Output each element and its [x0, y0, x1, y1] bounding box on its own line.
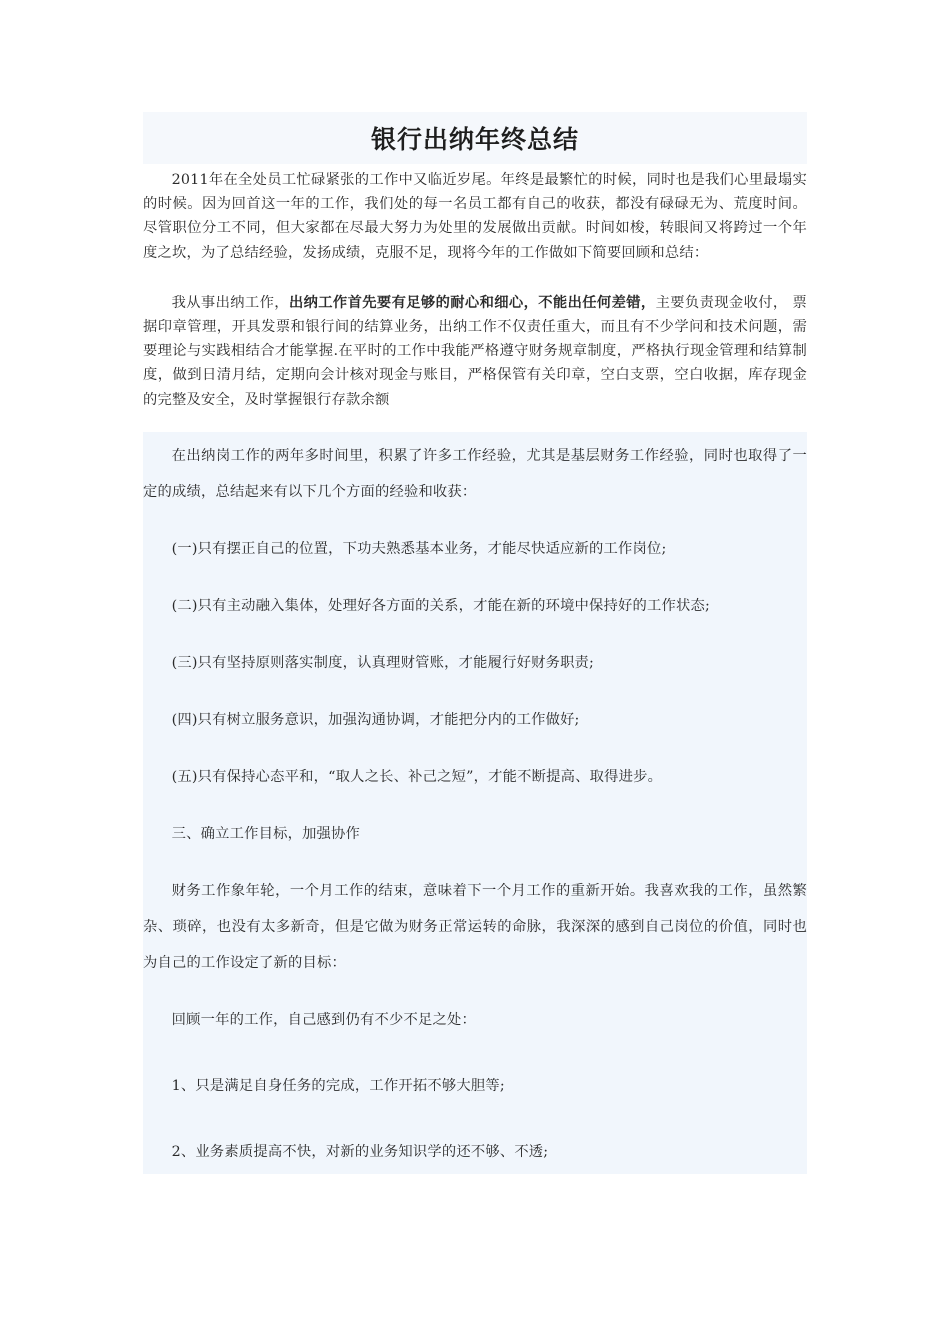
experience-intro: 在出纳岗工作的两年多时间里，积累了许多工作经验，尤其是基层财务工作经验，同时也取得了一定的成绩，总结起来有以下几个方面的经验和收获：: [143, 447, 807, 500]
section3-heading: 三、确立工作目标，加强协作: [171, 825, 361, 842]
shortcoming-item: 1、只是满足自身任务的完成，工作开拓不够大胆等;: [171, 1077, 505, 1094]
review-intro: 回顾一年的工作，自己感到仍有不少不足之处：: [171, 1011, 477, 1028]
document-page: [143, 112, 807, 1174]
shortcoming-item: 2、业务素质提高不快，对新的业务知识学的还不够、不透;: [171, 1143, 549, 1160]
lesson-item: (一)只有摆正自己的位置，下功夫熟悉基本业务，才能尽快适应新的工作岗位;: [171, 540, 667, 557]
duties-paragraph: [143, 291, 807, 412]
duties-emphasis: 出纳工作首先要有足够的耐心和细心，不能出任何差错，: [288, 294, 656, 311]
experience-section: [143, 432, 807, 1174]
title-band: [143, 112, 807, 164]
lesson-item: (四)只有树立服务意识，加强沟通协调，才能把分内的工作做好;: [171, 711, 580, 728]
duties-lead: 我从事出纳工作，: [171, 294, 289, 311]
intro-paragraph: 2011年在全处员工忙碌紧张的工作中又临近岁尾。年终是最繁忙的时候，同时也是我们心里最塌实的时候。因为回首这一年的工作，我们处的每一名员工都有自己的收获，都没有碌碌无为、荒度时间。尽管职位分工不同，但大家都在尽最大努力为处里的发展做出贡献。时间如梭，转眼间又将跨过一个年度之坎，为了总结经验，发扬成绩，克服不足，现将今年的工作做如下简要回顾和总结：: [143, 172, 807, 261]
lesson-item: (五)只有保持心态平和，“取人之长、补己之短”，才能不断提高、取得进步。: [171, 768, 663, 785]
section3-body: 财务工作象年轮，一个月工作的结束，意味着下一个月工作的重新开始。我喜欢我的工作，虽然繁杂、琐碎，也没有太多新奇，但是它做为财务正常运转的命脉，我深深的感到自己岗位的价值，同时也为自己的工作设定了新的目标：: [143, 882, 807, 971]
lesson-item: (二)只有主动融入集体，处理好各方面的关系，才能在新的环境中保持好的工作状态;: [171, 597, 711, 614]
document-title: 银行出纳年终总结: [370, 125, 579, 154]
duties-rest: 主要负责现金收付， 票据印章管理，开具发票和银行间的结算业务，出纳工作不仅责任重大，而且有不少学问和技术问题，需要理论与实践相结合才能掌握.在平时的工作中我能严格遵守财务规章制度，严格执行现金管理和结算制度，做到日清月结，定期向会计核对现金与账目，严格保管有关印章，空白支票，空白收据，库存现金的完整及安全，及时掌握银行存款余额: [143, 294, 807, 408]
lesson-item: (三)只有坚持原则落实制度，认真理财管账，才能履行好财务职责;: [171, 654, 595, 671]
